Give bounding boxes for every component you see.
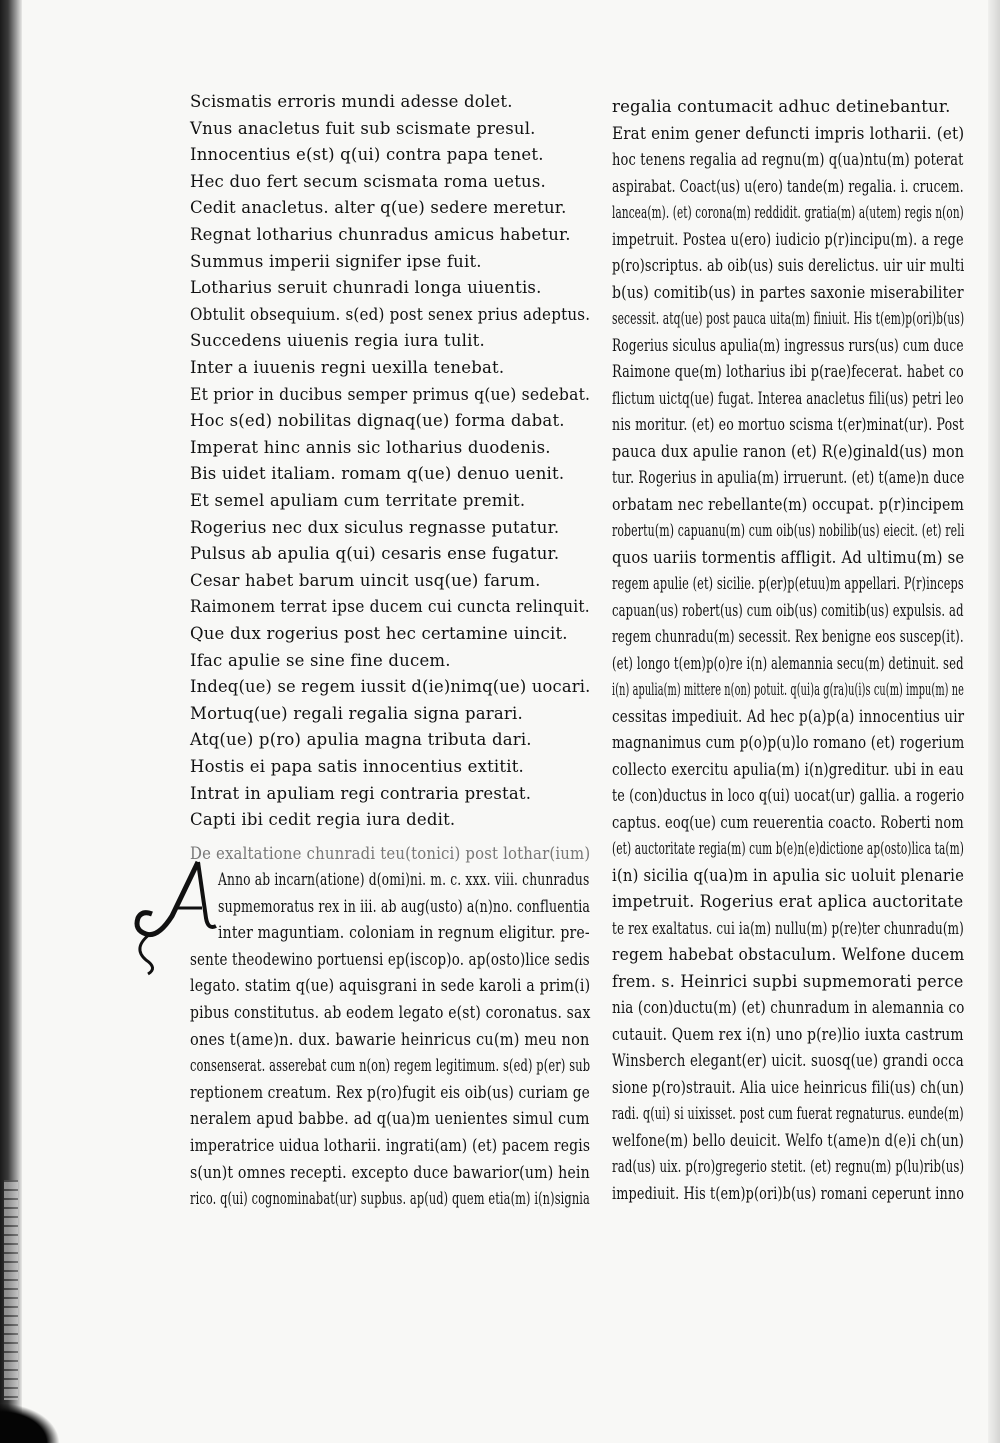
prose-line: nis moritur. (et) eo mortuo scisma t(er)minat(ur). Post [612,415,965,434]
prose-line: inter maguntiam. coloniam in regnum eligitur. pre- [218,923,590,943]
prose-line: regem apulie (et) sicilie. p(er)p(etuu)m appellari. P(r)inceps [612,574,964,593]
verse-line: Inter a iuuenis regni uexilla tenebat. [190,358,505,377]
prose-line: pibus constitutus. ab eodem legato e(st) coronatus. sax [190,1003,591,1022]
prose-line: impetruit. Postea u(ero) iudicio p(r)incipu(m). a rege [612,229,964,249]
prose-line: supmemoratus rex in iii. ab aug(usto) a(n)no. confluentia [218,896,591,916]
prose-line: collecto exercitu apulia(m) i(n)greditur. ubi in eau [612,759,964,779]
verse-line: Hostis ei papa satis innocentius extitit. [190,757,524,776]
verse-line: Rogerius nec dux siculus regnasse putatur. [190,517,560,537]
prose-line: nia (con)ductu(m) (et) chunradum in alemannia co [612,998,965,1017]
left-column [190,86,590,1246]
verse-line: Obtulit obsequium. s(ed) post senex prius adeptus. [190,304,591,324]
prose-line: (et) auctoritate regia(m) cum b(e)n(e)dictione ap(osto)lica ta(m) [612,839,965,858]
chapter-rubric: De exaltatione chunradi teu(tonici) post lothar(ium) [190,844,591,863]
prose-line: impetruit. Rogerius erat aplica auctoritate [612,892,964,911]
prose-line: frem. s. Heinrici supbi supmemorati perce [612,971,964,991]
verse-line: Raimonem terrat ipse ducem cui cuncta relinquit. [190,597,590,617]
prose-line: Winsberch elegant(er) uicit. suosq(ue) grandi occa [612,1051,964,1070]
prose-line: orbatam nec rebellante(m) occupat. p(r)incipem [612,494,964,514]
verse-line: Et prior in ducibus semper primus q(ue) sedebat. [190,384,591,404]
verse-line: Bis uidet italiam. romam q(ue) denuo uenit. [190,464,565,484]
prose-line: regem chunradu(m) secessit. Rex benigne eos suscep(it). [612,627,964,646]
prose-line: lancea(m). (et) corona(m) reddidit. gratia(m) a(utem) regis n(on) [612,203,964,222]
verse-line: Summus imperii signifer ipse fuit. [190,251,482,271]
page-right-edge [988,0,1000,1443]
prose-line: magnanimus cum p(o)p(u)lo romano (et) rogerium [612,733,965,752]
verse-line: Indeq(ue) se regem iussit d(ie)nimq(ue) uocari. [190,677,591,697]
prose-line: cessitas impediuit. Ad hec p(a)p(a) innocentius uir [612,706,965,726]
prose-line: s(un)t omnes recepti. excepto duce bawarior(um) hein [190,1162,590,1182]
prose-line: capuan(us) robert(us) cum oib(us) comitib(us) expulsis. ad [612,600,964,620]
prose-line: (et) longo t(em)p(o)re i(n) alemannia secu(m) detinuit. sed [612,653,964,673]
prose-line: te (con)ductus in loco q(ui) uocat(ur) gallia. a rogerio [612,786,965,805]
prose-line: pauca dux apulie ranon (et) R(e)ginald(us) mon [612,441,965,461]
verse-line: Que dux rogerius post hec certamine uincit. [190,624,568,643]
prose-line: rad(us) uix. p(ro)gregerio stetit. (et) regnu(m) p(lu)rib(us) [612,1157,965,1176]
prose-line: radi. q(ui) si uixisset. post cum fuerat regnaturus. eunde(m) [612,1104,964,1123]
verse-line: Pulsus ab apulia q(ui) cesaris ense fugatur. [190,544,560,564]
prose-line: imperatrice uidua lotharii. ingrati(am) (et) pacem regis [190,1136,591,1155]
verse-line: Regnat lotharius chunradus amicus habetur. [190,225,571,244]
prose-line: ones t(ame)n. dux. bawarie heinricus cu(m) meu non [190,1029,590,1049]
binding-stitching [4,1180,18,1400]
prose-line: p(ro)scriptus. ab oib(us) suis derelictus. uir uir multi [612,256,965,275]
verse-line: Vnus anacletus fuit sub scismate presul. [190,118,536,138]
prose-line: reptionem creatum. Rex p(ro)fugit eis oib(us) curiam ge [190,1082,590,1102]
verse-line: Hoc s(ed) nobilitas dignaq(ue) forma dabat. [190,411,565,431]
prose-line: aspirabat. Coact(us) u(ero) tande(m) regalia. i. crucem. [612,176,964,196]
verse-line: Imperat hinc annis sic lotharius duodenis. [190,437,551,457]
verse-line: Atq(ue) p(ro) apulia magna tributa dari. [190,730,532,750]
prose-line: Rogerius siculus apulia(m) ingressus rurs(us) cum duce [612,335,964,355]
verse-line: Scismatis erroris mundi adesse dolet. [190,92,513,111]
prose-line: welfone(m) bello deuicit. Welfo t(ame)n d(e)i ch(un) [612,1130,965,1150]
verse-line: Capti ibi cedit regia iura dedit. [190,810,456,830]
verse-line: Lotharius seruit chunradi longa uiuentis. [190,278,542,298]
prose-line: impediuit. His t(em)p(ori)b(us) romani ceperunt inno [612,1183,965,1203]
prose-line: i(n) apulia(m) mittere n(on) potuit. q(ui)a g(ra)u(i)s cu(m) impu(m) ne [612,680,965,699]
prose-line: Anno ab incarn(atione) d(omi)ni. m. c. xxx. viii. chunradus [218,870,590,889]
prose-line: tur. Rogerius in apulia(m) irruerunt. (et) t(ame)n duce [612,468,965,487]
prose-line: legato. statim q(ue) aquisgrani in sede karoli a prim(i) [190,976,591,996]
prose-line: captus. eoq(ue) cum reuerentia coacto. Roberti nom [612,812,964,832]
prose-line: Raimone que(m) lotharius ibi p(rae)fecerat. habet co [612,362,964,381]
prose-line: robertu(m) capuanu(m) cum oib(us) nobilib(us) eiecit. (et) reli [612,521,965,540]
prose-line: hoc tenens regalia ad regnu(m) q(ua)ntu(m) poterat [612,150,964,169]
prose-line: te rex exaltatus. cui ia(m) nullu(m) p(re)ter chunradu(m) [612,918,964,938]
prose-line: quos uariis tormentis affligit. Ad ultimu(m) se [612,547,965,567]
right-column [612,93,968,1253]
prose-line: sente theodewino portuensi ep(iscop)o. ap(osto)lice sedis [190,949,590,969]
verse-line: Mortuq(ue) regali regalia signa parari. [190,703,523,723]
prose-line: b(us) comitib(us) in partes saxonie miserabiliter [612,282,964,302]
page-corner-shadow [0,1403,60,1443]
prose-line: flictum uictq(ue) fugat. Interea anacletus fili(us) petri leo [612,388,964,408]
verse-line: Et semel apuliam cum territate premit. [190,491,526,510]
prose-line: consenserat. asserebat cum n(on) regem legitimum. s(ed) p(er) sub [190,1056,591,1076]
prose-line: neralem apud babbe. ad q(ua)m uenientes simul cum [190,1109,590,1129]
prose-line: regalia contumacit adhuc detinebantur. [612,97,951,116]
verse-line: Cesar habet barum uincit usq(ue) farum. [190,570,541,590]
prose-line: secessit. atq(ue) post pauca uita(m) finiuit. His t(em)p(ori)b(us) [612,309,965,328]
verse-line: Cedit anacletus. alter q(ue) sedere meretur. [190,198,567,218]
prose-line: regem habebat obstaculum. Welfone ducem [612,945,965,964]
prose-line: cutauit. Quem rex i(n) uno p(re)lio iuxta castrum [612,1024,964,1044]
verse-line: Innocentius e(st) q(ui) contra papa tenet. [190,145,544,165]
decorated-initial-a [128,856,220,976]
verse-line: Hec duo fert secum scismata roma uetus. [190,171,546,191]
prose-line: i(n) sicilia q(ua)m in apulia sic uoluit plenarie [612,865,965,885]
prose-line: Erat enim gener defuncti impris lotharii. (et) [612,123,965,143]
prose-line: sione p(ro)strauit. Alia uice heinricus fili(us) ch(un) [612,1077,965,1097]
verse-line: Succedens uiuenis regia iura tulit. [190,331,485,351]
verse-line: Ifac apulie se sine fine ducem. [190,650,451,670]
verse-line: Intrat in apuliam regi contraria prestat. [190,783,532,803]
prose-line: rico. q(ui) cognominabat(ur) supbus. ap(ud) quem etia(m) i(n)signia [190,1189,590,1209]
